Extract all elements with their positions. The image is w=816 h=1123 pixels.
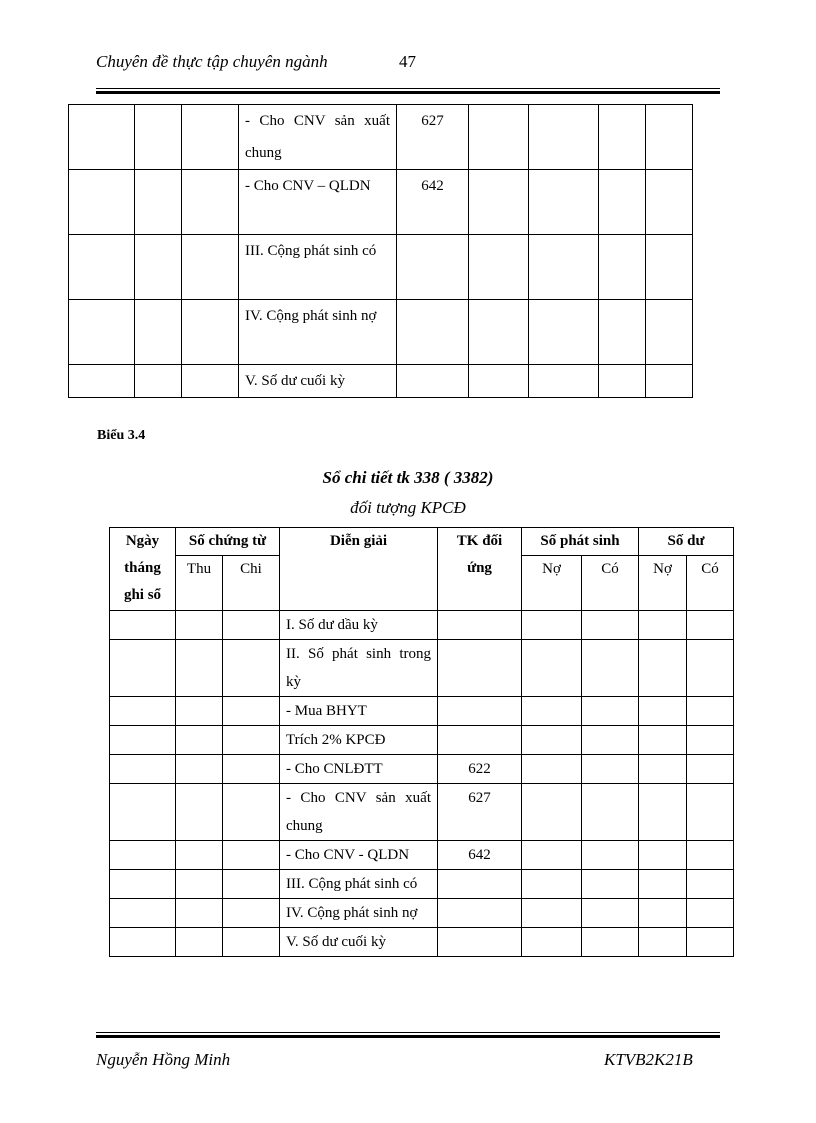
- table-row: [110, 928, 734, 957]
- empty-cell: [529, 365, 599, 398]
- table-row: [110, 841, 734, 870]
- description-cell: - Mua BHYT: [280, 697, 438, 726]
- account-cell: [397, 365, 469, 398]
- empty-cell: [69, 105, 135, 170]
- empty-cell: [582, 841, 639, 870]
- header-balance-credit: Có: [687, 556, 734, 611]
- table-row: [69, 365, 693, 398]
- empty-cell: [522, 611, 582, 640]
- description-cell: - Cho CNV - QLDN: [280, 841, 438, 870]
- empty-cell: [176, 640, 223, 697]
- description-cell: II. Số phát sinh trong kỳ: [280, 640, 438, 697]
- empty-cell: [639, 784, 687, 841]
- empty-cell: [687, 726, 734, 755]
- header-voucher-out: Chi: [223, 556, 280, 611]
- empty-cell: [176, 870, 223, 899]
- empty-cell: [646, 365, 693, 398]
- empty-cell: [687, 697, 734, 726]
- empty-cell: [223, 899, 280, 928]
- account-cell: [438, 726, 522, 755]
- table-row: [69, 235, 693, 300]
- empty-cell: [639, 697, 687, 726]
- empty-cell: [176, 841, 223, 870]
- empty-cell: [182, 365, 239, 398]
- empty-cell: [599, 170, 646, 235]
- empty-cell: [176, 899, 223, 928]
- empty-cell: [582, 784, 639, 841]
- empty-cell: [223, 870, 280, 899]
- empty-cell: [522, 870, 582, 899]
- empty-cell: [182, 170, 239, 235]
- page-number: 47: [399, 52, 416, 71]
- empty-cell: [599, 300, 646, 365]
- empty-cell: [182, 300, 239, 365]
- ledger-subtitle: đối tượng KPCĐ: [350, 498, 466, 517]
- empty-cell: [522, 784, 582, 841]
- account-cell: 627: [397, 105, 469, 170]
- account-cell: 642: [397, 170, 469, 235]
- empty-cell: [182, 105, 239, 170]
- header-debit: Nợ: [522, 556, 582, 611]
- table-row: [110, 870, 734, 899]
- description-cell: I. Số dư dầu kỳ: [280, 611, 438, 640]
- empty-cell: [599, 235, 646, 300]
- header-balance: Số dư: [639, 528, 734, 556]
- table-row: [110, 784, 734, 841]
- page-header: [96, 52, 416, 72]
- table-row: [110, 726, 734, 755]
- empty-cell: [522, 726, 582, 755]
- empty-cell: [582, 870, 639, 899]
- ledger-title: Sổ chi tiết tk 338 ( 3382): [322, 468, 494, 487]
- description-cell: - Cho CNV – QLDN: [239, 170, 397, 235]
- empty-cell: [599, 365, 646, 398]
- empty-cell: [223, 640, 280, 697]
- empty-cell: [687, 640, 734, 697]
- empty-cell: [110, 755, 176, 784]
- account-cell: 642: [438, 841, 522, 870]
- empty-cell: [469, 105, 529, 170]
- empty-cell: [69, 235, 135, 300]
- header-title: Chuyên đề thực tập chuyên ngành: [96, 52, 328, 71]
- empty-cell: [639, 640, 687, 697]
- empty-cell: [522, 841, 582, 870]
- empty-cell: [69, 365, 135, 398]
- empty-cell: [522, 899, 582, 928]
- description-cell: III. Cộng phát sinh có: [280, 870, 438, 899]
- empty-cell: [223, 726, 280, 755]
- empty-cell: [687, 928, 734, 957]
- header-rule: [96, 88, 720, 94]
- account-cell: [438, 640, 522, 697]
- description-cell: V. Số dư cuối kỳ: [239, 365, 397, 398]
- description-cell: - Cho CNV sản xuất chung: [280, 784, 438, 841]
- empty-cell: [469, 365, 529, 398]
- empty-cell: [646, 235, 693, 300]
- table-row: [69, 170, 693, 235]
- account-cell: [438, 928, 522, 957]
- empty-cell: [223, 755, 280, 784]
- empty-cell: [110, 899, 176, 928]
- header-voucher: Số chứng từ: [176, 528, 280, 556]
- empty-cell: [582, 611, 639, 640]
- table-row: [69, 105, 693, 170]
- empty-cell: [582, 755, 639, 784]
- empty-cell: [599, 105, 646, 170]
- empty-cell: [182, 235, 239, 300]
- empty-cell: [110, 611, 176, 640]
- empty-cell: [135, 235, 182, 300]
- empty-cell: [110, 640, 176, 697]
- empty-cell: [687, 784, 734, 841]
- table-row: [110, 611, 734, 640]
- empty-cell: [69, 170, 135, 235]
- empty-cell: [110, 784, 176, 841]
- table-row: [69, 300, 693, 365]
- empty-cell: [223, 928, 280, 957]
- kpcd-ledger-table: [109, 527, 734, 957]
- empty-cell: [582, 899, 639, 928]
- header-description: Diễn giải: [280, 528, 438, 611]
- empty-cell: [176, 784, 223, 841]
- description-cell: V. Số dư cuối kỳ: [280, 928, 438, 957]
- empty-cell: [522, 640, 582, 697]
- continued-ledger-table: [68, 104, 693, 398]
- empty-cell: [135, 300, 182, 365]
- empty-cell: [646, 300, 693, 365]
- description-cell: - Cho CNLĐTT: [280, 755, 438, 784]
- empty-cell: [110, 697, 176, 726]
- header-arising: Số phát sinh: [522, 528, 639, 556]
- empty-cell: [687, 611, 734, 640]
- account-cell: [438, 899, 522, 928]
- empty-cell: [639, 755, 687, 784]
- empty-cell: [582, 726, 639, 755]
- header-voucher-in: Thu: [176, 556, 223, 611]
- empty-cell: [223, 841, 280, 870]
- footer-author: Nguyễn Hồng Minh: [96, 1050, 231, 1069]
- empty-cell: [687, 870, 734, 899]
- empty-cell: [687, 841, 734, 870]
- empty-cell: [176, 726, 223, 755]
- empty-cell: [469, 300, 529, 365]
- empty-cell: [223, 611, 280, 640]
- account-cell: [397, 235, 469, 300]
- empty-cell: [646, 170, 693, 235]
- empty-cell: [135, 105, 182, 170]
- empty-cell: [522, 928, 582, 957]
- empty-cell: [639, 928, 687, 957]
- empty-cell: [639, 899, 687, 928]
- empty-cell: [687, 899, 734, 928]
- description-cell: Trích 2% KPCĐ: [280, 726, 438, 755]
- empty-cell: [110, 928, 176, 957]
- account-cell: [438, 611, 522, 640]
- account-cell: 627: [438, 784, 522, 841]
- empty-cell: [646, 105, 693, 170]
- footer-rule: [96, 1032, 720, 1038]
- empty-cell: [110, 726, 176, 755]
- empty-cell: [135, 365, 182, 398]
- account-cell: [438, 870, 522, 899]
- footer-class-code: KTVB2K21B: [604, 1050, 693, 1069]
- empty-cell: [522, 755, 582, 784]
- empty-cell: [469, 170, 529, 235]
- description-cell: IV. Cộng phát sinh nợ: [239, 300, 397, 365]
- empty-cell: [176, 697, 223, 726]
- empty-cell: [639, 611, 687, 640]
- table-caption: Biểu 3.4: [97, 428, 146, 443]
- empty-cell: [110, 841, 176, 870]
- description-cell: III. Cộng phát sinh có: [239, 235, 397, 300]
- account-cell: [397, 300, 469, 365]
- empty-cell: [529, 170, 599, 235]
- empty-cell: [469, 235, 529, 300]
- empty-cell: [110, 870, 176, 899]
- empty-cell: [639, 726, 687, 755]
- account-cell: 622: [438, 755, 522, 784]
- account-cell: [438, 697, 522, 726]
- empty-cell: [223, 697, 280, 726]
- table-row: [110, 640, 734, 697]
- empty-cell: [582, 928, 639, 957]
- empty-cell: [529, 235, 599, 300]
- empty-cell: [529, 300, 599, 365]
- header-date: Ngày tháng ghi sổ: [110, 528, 176, 611]
- empty-cell: [176, 611, 223, 640]
- description-cell: - Cho CNV sản xuất chung: [239, 105, 397, 170]
- header-credit: Có: [582, 556, 639, 611]
- empty-cell: [687, 755, 734, 784]
- empty-cell: [529, 105, 599, 170]
- table-row: [110, 899, 734, 928]
- empty-cell: [522, 697, 582, 726]
- header-balance-debit: Nợ: [639, 556, 687, 611]
- table-row: [110, 697, 734, 726]
- empty-cell: [639, 841, 687, 870]
- empty-cell: [582, 640, 639, 697]
- empty-cell: [582, 697, 639, 726]
- empty-cell: [176, 928, 223, 957]
- table-row: [110, 755, 734, 784]
- header-account: TK đối ứng: [438, 528, 522, 611]
- empty-cell: [639, 870, 687, 899]
- empty-cell: [69, 300, 135, 365]
- empty-cell: [135, 170, 182, 235]
- empty-cell: [223, 784, 280, 841]
- description-cell: IV. Cộng phát sinh nợ: [280, 899, 438, 928]
- empty-cell: [176, 755, 223, 784]
